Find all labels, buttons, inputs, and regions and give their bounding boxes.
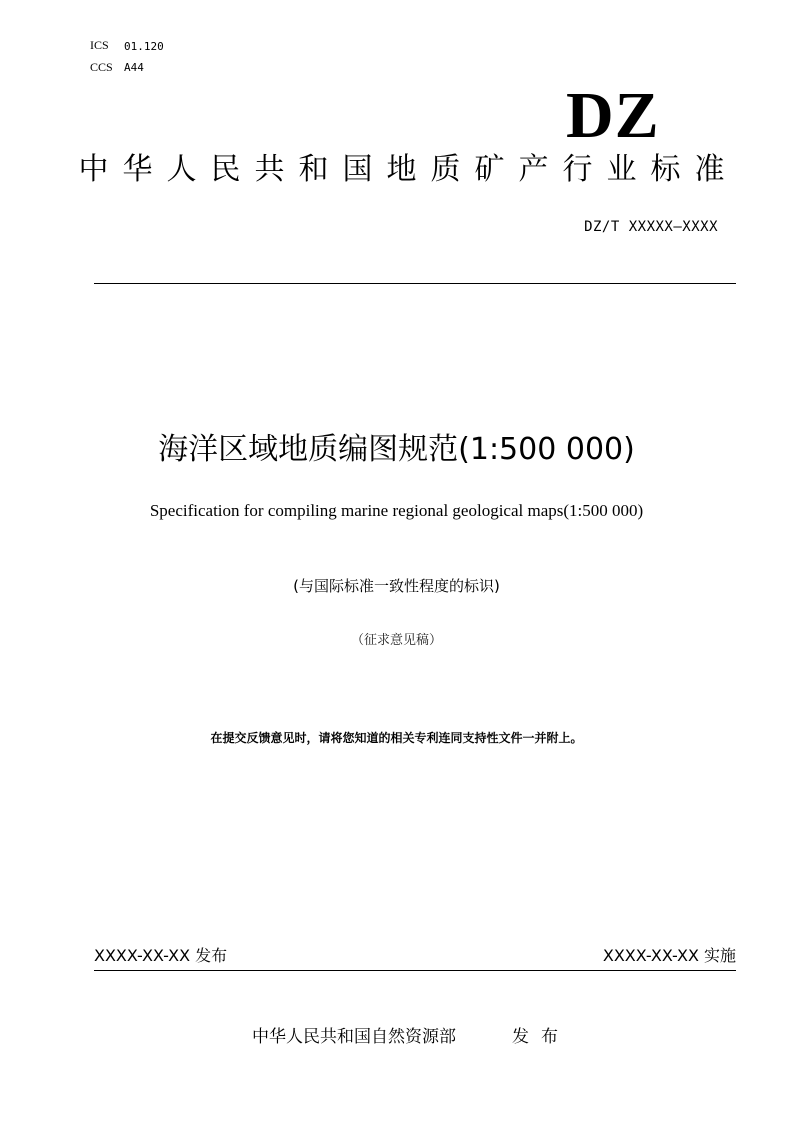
consistency-note: (与国际标准一致性程度的标识): [293, 577, 500, 595]
publish-label: 发布: [512, 1027, 570, 1047]
ics-label: ICS: [90, 38, 109, 52]
ccs-label: CCS: [90, 60, 113, 74]
footer-divider: [94, 970, 736, 971]
dz-logo: DZ: [566, 79, 660, 152]
publisher-name: 中华人民共和国自然资源部: [252, 1027, 456, 1047]
standard-number: DZ/T XXXXX—XXXX: [584, 219, 718, 235]
ics-value: 01.120: [124, 40, 164, 53]
release-date: XXXX-XX-XX 发布: [94, 946, 228, 965]
document-title-en: Specification for compiling marine regional geological maps(1:500 000): [149, 501, 644, 520]
ccs-value: A44: [124, 61, 144, 74]
draft-status: （征求意见稿）: [350, 633, 442, 648]
industry-standard-title: 中华人民共和国地质矿产行业标准: [78, 152, 739, 187]
document-title-cn: 海洋区域地质编图规范(1:500 000): [158, 432, 635, 467]
submission-notice: 在提交反馈意见时，请将您知道的相关专利连同支持性文件一并附上。: [210, 731, 583, 745]
header-divider: [94, 283, 736, 284]
implementation-date: XXXX-XX-XX 实施: [602, 946, 736, 965]
